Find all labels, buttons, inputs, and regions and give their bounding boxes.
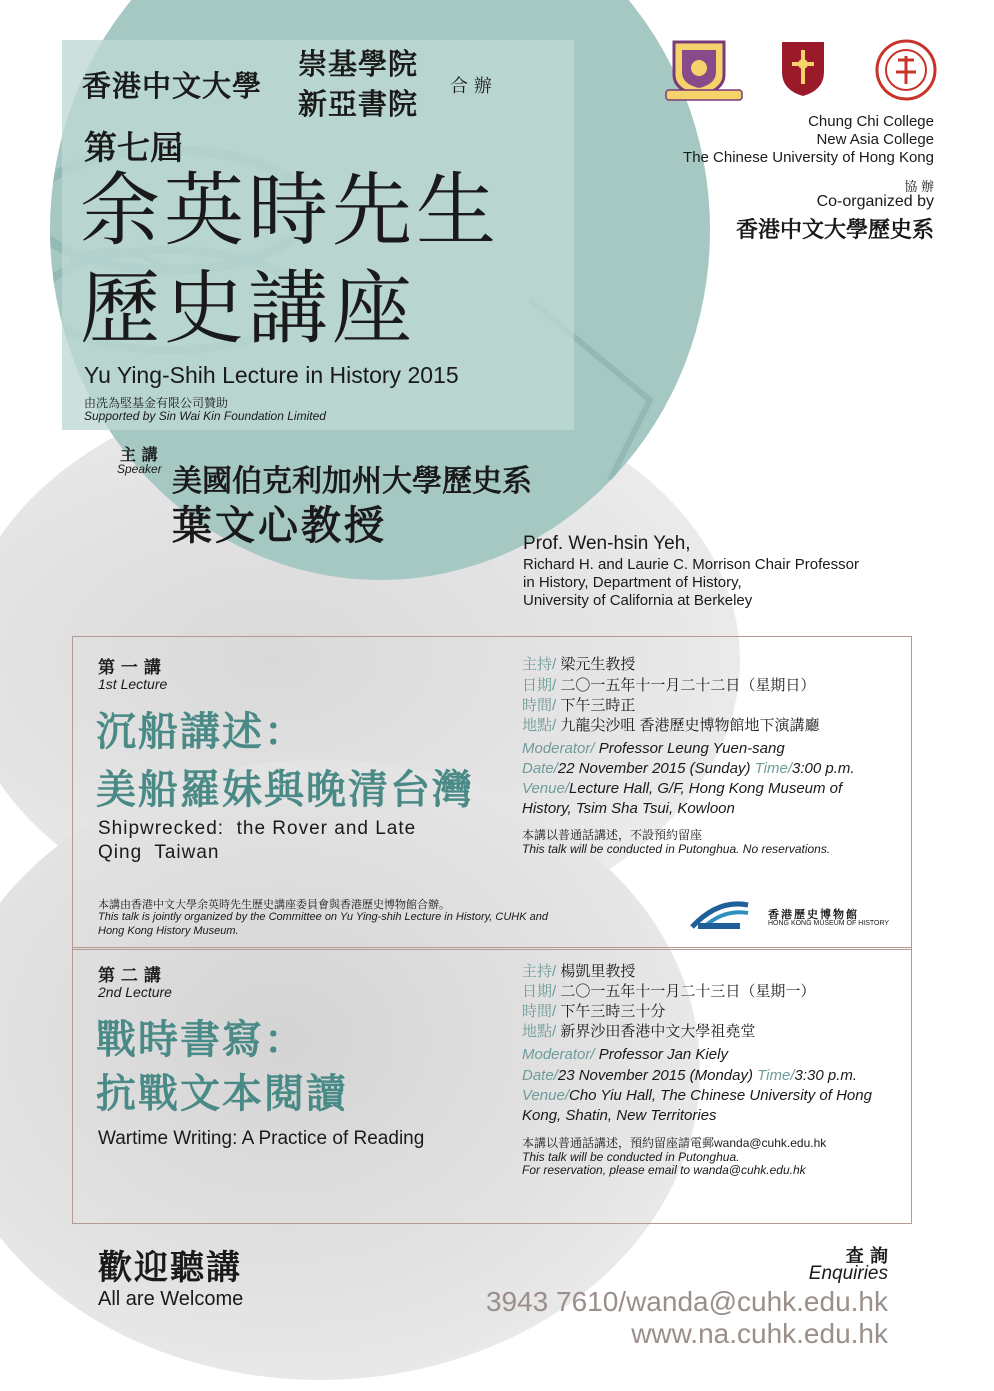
sponsor-en: Supported by Sin Wai Kin Foundation Limited [84, 409, 326, 423]
sponsor-zh: 由冼為堅基金有限公司贊助 [84, 396, 229, 410]
coorganized-zh: 協 辦 [904, 179, 934, 194]
lecture-1-note-en: This talk will be conducted in Putonghua. No reservations. [522, 842, 831, 856]
history-museum-name-en: HONG KONG MUSEUM OF HISTORY [768, 920, 890, 927]
lecture-1-venue-en-2: History, Tsim Sha Tsui, Kowloon [522, 800, 735, 817]
lecture-1-venue-en-1: Venue/Lecture Hall, G/F, Hong Kong Museum of [522, 780, 843, 797]
organizer-en-2: New Asia College [816, 131, 934, 148]
speaker-label-zh: 主 講 [120, 445, 158, 464]
title-line-2: 歷史講座 [80, 262, 416, 355]
lecture-2-title-en: Wartime Writing: A Practice of Reading [98, 1128, 425, 1149]
new-asia-name-zh: 新亞書院 [298, 87, 419, 121]
enquiries-zh: 查 詢 [845, 1246, 888, 1267]
history-museum-logo-icon [690, 897, 750, 936]
lecture-2-venue-en-1: Venue/Cho Yiu Hall, The Chinese University of Hong [522, 1087, 872, 1104]
lecture-2-number-zh: 第 二 講 [98, 966, 161, 986]
chung-chi-name-zh: 崇基學院 [298, 47, 419, 81]
lecture-1-joint-en-1: This talk is jointly organized by the Committee on Yu Ying-shih Lecture in History, CUHK and [98, 911, 548, 923]
history-museum-name-zh: 香港歷史博物館 [768, 908, 859, 921]
website-link[interactable]: www.na.cuhk.edu.hk [631, 1318, 888, 1349]
lecture-1-number-en: 1st Lecture [98, 676, 168, 692]
lecture-2-time-zh: 時間/ 下午三時三十分 [522, 1003, 666, 1020]
lecture-1-moderator-zh: 主持/ 梁元生教授 [522, 656, 636, 673]
speaker-title-3: University of California at Berkeley [523, 592, 753, 609]
lecture-1-date-time-en: Date/22 November 2015 (Sunday) Time/3:00 p.m. [522, 760, 855, 777]
lecture-2-date-time-en: Date/23 November 2015 (Monday) Time/3:30 p.m. [522, 1067, 858, 1084]
lecture-1-number-zh: 第 一 講 [98, 658, 161, 678]
speaker-name-zh: 葉文心教授 [172, 502, 387, 549]
lecture-2-note-en-1: This talk will be conducted in Putonghua. [522, 1150, 740, 1164]
lecture-2-venue-en-2: Kong, Shatin, New Territories [522, 1107, 717, 1124]
speaker-title-2: in History, Department of History, [523, 574, 742, 591]
chung-chi-crest-icon [780, 40, 826, 103]
lecture-2-title-zh-1: 戰時書寫： [96, 1016, 306, 1063]
enquiries-en: Enquiries [808, 1263, 888, 1284]
lecture-1-venue-zh: 地點/ 九龍尖沙咀 香港歷史博物館地下演講廳 [522, 717, 820, 734]
title-en: Yu Ying-Shih Lecture in History 2015 [84, 362, 459, 388]
lecture-1-joint-zh: 本講由香港中文大學余英時先生歷史講座委員會與香港歷史博物館合辦。 [98, 899, 450, 911]
coorganized-en: Co-organized by [816, 193, 934, 210]
organizer-en-1: Chung Chi College [808, 113, 934, 130]
lecture-2-note-zh: 本講以普通話講述，預約留座請電郵wanda@cuhk.edu.hk [522, 1136, 827, 1150]
coorganizer-dept-zh: 香港中文大學歷史系 [735, 217, 934, 243]
speaker-name-en: Prof. Wen-hsin Yeh, [523, 533, 691, 554]
contact-phone-email[interactable]: 3943 7610/wanda@cuhk.edu.hk [485, 1286, 888, 1317]
speaker-title-1: Richard H. and Laurie C. Morrison Chair Professor [523, 556, 859, 573]
edition-label: 第七屆 [84, 128, 183, 167]
lecture-2-moderator-en: Moderator/ Professor Jan Kiely [522, 1046, 728, 1063]
lecture-1-note-zh: 本講以普通話講述，不設預約留座 [522, 828, 703, 842]
speaker-dept-zh: 美國伯克利加州大學歷史系 [172, 464, 532, 499]
lecture-2-venue-zh: 地點/ 新界沙田香港中文大學祖堯堂 [522, 1023, 756, 1040]
lecture-1-date-zh: 日期/ 二〇一五年十一月二十二日（星期日） [522, 677, 816, 694]
lecture-1-title-en-2: Qing Taiwan [98, 842, 220, 863]
title-line-1: 余英時先生 [80, 164, 500, 257]
lecture-2-date-zh: 日期/ 二〇一五年十一月二十三日（星期一） [522, 983, 816, 1000]
lecture-1-joint-en-2: Hong Kong History Museum. [98, 925, 239, 937]
lecture-1-moderator-en: Moderator/ Professor Leung Yuen-sang [522, 740, 785, 757]
lecture-2-number-en: 2nd Lecture [98, 984, 172, 1000]
cuhk-crest-icon [664, 40, 744, 107]
lecture-1-time-zh: 時間/ 下午三時正 [522, 697, 636, 714]
welcome-en: All are Welcome [98, 1288, 244, 1310]
new-asia-seal-icon [874, 38, 938, 107]
lecture-2-title-zh-2: 抗戰文本閱讀 [96, 1070, 348, 1117]
organizer-en-3: The Chinese University of Hong Kong [683, 149, 934, 166]
lecture-1-title-zh-2: 美船羅妹與晚清台灣 [96, 766, 474, 813]
welcome-zh: 歡迎聽講 [98, 1248, 242, 1288]
cuhk-name-zh: 香港中文大學 [82, 69, 263, 103]
lecture-1-title-zh-1: 沉船講述： [96, 708, 306, 755]
lecture-2-moderator-zh: 主持/ 楊凱里教授 [522, 963, 636, 980]
lecture-1-title-en-1: Shipwrecked: the Rover and Late [98, 818, 417, 839]
lecture-2-note-en-2: For reservation, please email to wanda@cuhk.edu.hk [522, 1163, 806, 1177]
jointly-organized-zh: 合 辦 [450, 76, 492, 97]
speaker-label-en: Speaker [117, 462, 162, 476]
